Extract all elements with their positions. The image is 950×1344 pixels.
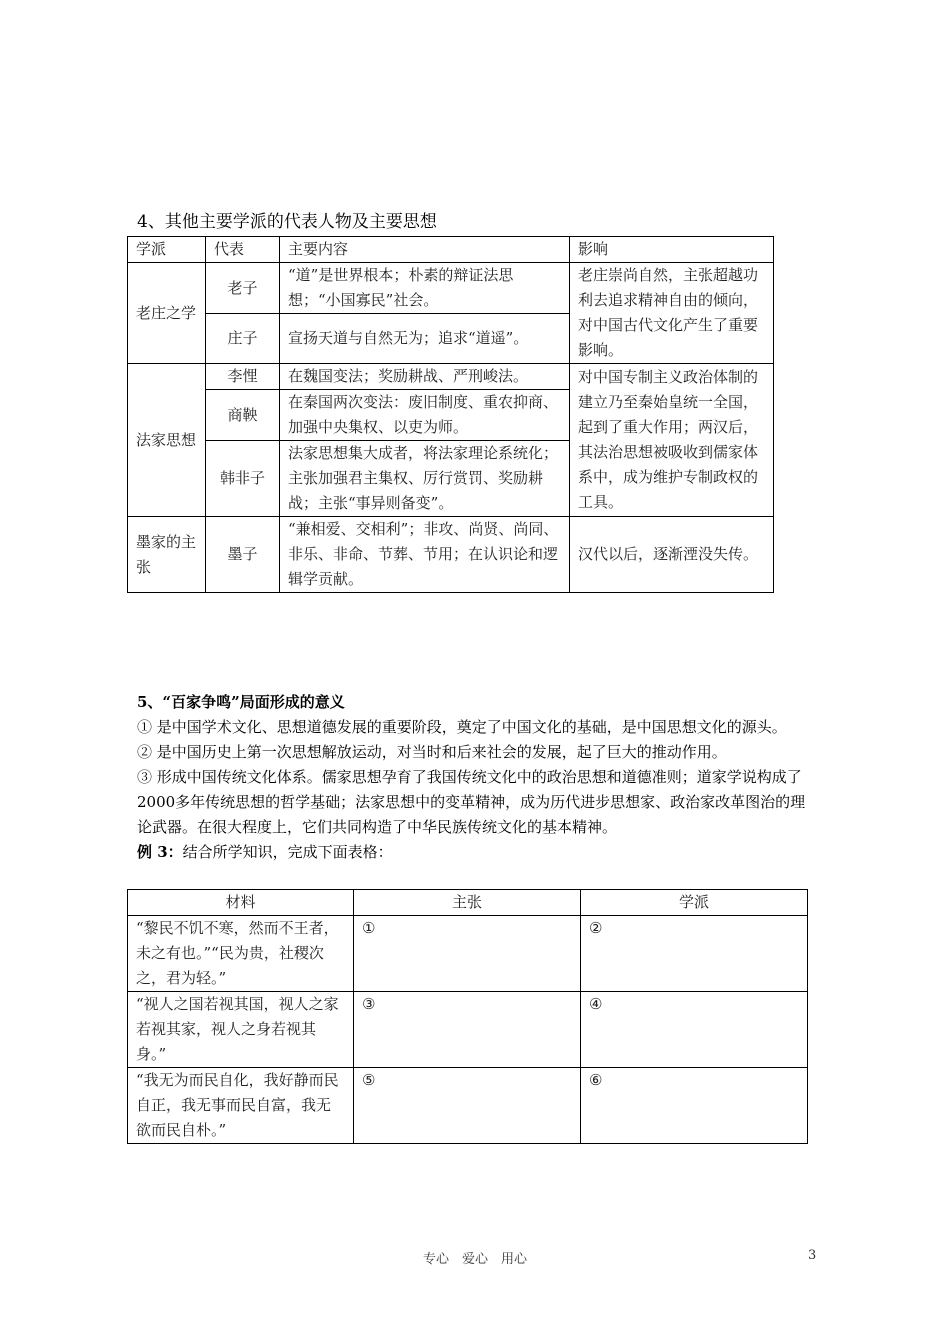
example-text: 结合所学知识，完成下面表格： bbox=[182, 843, 393, 861]
influence-daoist: 老庄崇尚自然，主张超越功利去追求精神自由的倾向，对中国古代文化产生了重要影响。 bbox=[570, 263, 774, 364]
table-row bbox=[128, 916, 808, 992]
page-number: 3 bbox=[808, 1248, 817, 1263]
material-3: “我无为而民自化，我好静而民自正，我无事而民自富，我无欲而民自朴。” bbox=[128, 1068, 354, 1144]
table-header-row bbox=[128, 237, 774, 263]
rep-hanfeizi: 韩非子 bbox=[206, 441, 280, 517]
table-row bbox=[128, 1068, 808, 1144]
header-school: 学派 bbox=[128, 237, 206, 263]
rep-likui: 李悝 bbox=[206, 364, 280, 390]
answer-blank-3[interactable]: ③ bbox=[354, 992, 581, 1068]
answer-blank-6[interactable]: ⑥ bbox=[581, 1068, 808, 1144]
content-hanfeizi: 法家思想集大成者，将法家理论系统化；主张加强君主集权、厉行赏罚、奖励耕战；主张“事异则备变”。 bbox=[280, 441, 570, 517]
footer-motto: 专心 爱心 用心 bbox=[422, 1252, 527, 1267]
influence-legalist: 对中国专制主义政治体制的建立乃至秦始皇统一全国，起到了重大作用；两汉后，其法治思想被吸收到儒家体系中，成为维护专制政权的工具。 bbox=[570, 364, 774, 517]
answer-blank-1[interactable]: ① bbox=[354, 916, 581, 992]
rep-zhuangzi: 庄子 bbox=[206, 314, 280, 364]
rep-laozi: 老子 bbox=[206, 263, 280, 314]
header-claim: 主张 bbox=[354, 890, 581, 916]
answer-blank-2[interactable]: ② bbox=[581, 916, 808, 992]
influence-mohist: 汉代以后，逐渐湮没失传。 bbox=[570, 517, 774, 593]
header-material: 材料 bbox=[128, 890, 354, 916]
header-influence: 影响 bbox=[570, 237, 774, 263]
header-representative: 代表 bbox=[206, 237, 280, 263]
significance-2: ② 是中国历史上第一次思想解放运动，对当时和后来社会的发展，起了巨大的推动作用。 bbox=[137, 743, 727, 761]
answer-blank-5[interactable]: ⑤ bbox=[354, 1068, 581, 1144]
example-prompt bbox=[137, 840, 817, 865]
schools-table bbox=[127, 236, 774, 593]
table-row bbox=[128, 517, 774, 593]
material-2: “视人之国若视其国，视人之家若视其家，视人之身若视其身。” bbox=[128, 992, 354, 1068]
rep-mozi: 墨子 bbox=[206, 517, 280, 593]
header-content: 主要内容 bbox=[280, 237, 570, 263]
section5 bbox=[137, 690, 817, 865]
section5-title: 5、“百家争鸣”局面形成的意义 bbox=[137, 693, 345, 711]
table-row bbox=[128, 364, 774, 390]
example-label: 例 3： bbox=[137, 843, 183, 861]
school-legalist: 法家思想 bbox=[128, 364, 206, 517]
significance-1: ① 是中国学术文化、思想道德发展的重要阶段，奠定了中国文化的基础，是中国思想文化的源头。 bbox=[137, 718, 787, 736]
exercise-table bbox=[127, 889, 808, 1144]
answer-blank-4[interactable]: ④ bbox=[581, 992, 808, 1068]
content-zhuangzi: 宣扬天道与自然无为；追求“道遥”。 bbox=[280, 314, 570, 364]
table-row bbox=[128, 263, 774, 314]
rep-shangyang: 商鞅 bbox=[206, 390, 280, 441]
school-mohist: 墨家的主张 bbox=[128, 517, 206, 593]
material-1: “黎民不饥不寒，然而不王者，未之有也。”“民为贵，社稷次之，君为轻。” bbox=[128, 916, 354, 992]
content-likui: 在魏国变法；奖励耕战、严刑峻法。 bbox=[280, 364, 570, 390]
content-shangyang: 在秦国两次变法：废旧制度、重农抑商、加强中央集权、以吏为师。 bbox=[280, 390, 570, 441]
table-row bbox=[128, 992, 808, 1068]
section4-title: 4、其他主要学派的代表人物及主要思想 bbox=[137, 212, 437, 232]
table-header-row bbox=[128, 890, 808, 916]
significance-3: ③ 形成中国传统文化体系。儒家思想孕育了我国传统文化中的政治思想和道德准则；道家学说构成了2000多年传统思想的哲学基础；法家思想中的变革精神，成为历代进步思想家、政治家改革图治的理论武器。在很大程度上，它们共同构造了中华民族传统文化的基本精神。 bbox=[137, 768, 806, 836]
content-laozi: “道”是世界根本；朴素的辩证法思想；“小国寡民”社会。 bbox=[280, 263, 570, 314]
school-daoist: 老庄之学 bbox=[128, 263, 206, 364]
content-mozi: “兼相爱、交相利”；非攻、尚贤、尚同、非乐、非命、节葬、节用；在认识论和逻辑学贡献。 bbox=[280, 517, 570, 593]
header-school: 学派 bbox=[581, 890, 808, 916]
